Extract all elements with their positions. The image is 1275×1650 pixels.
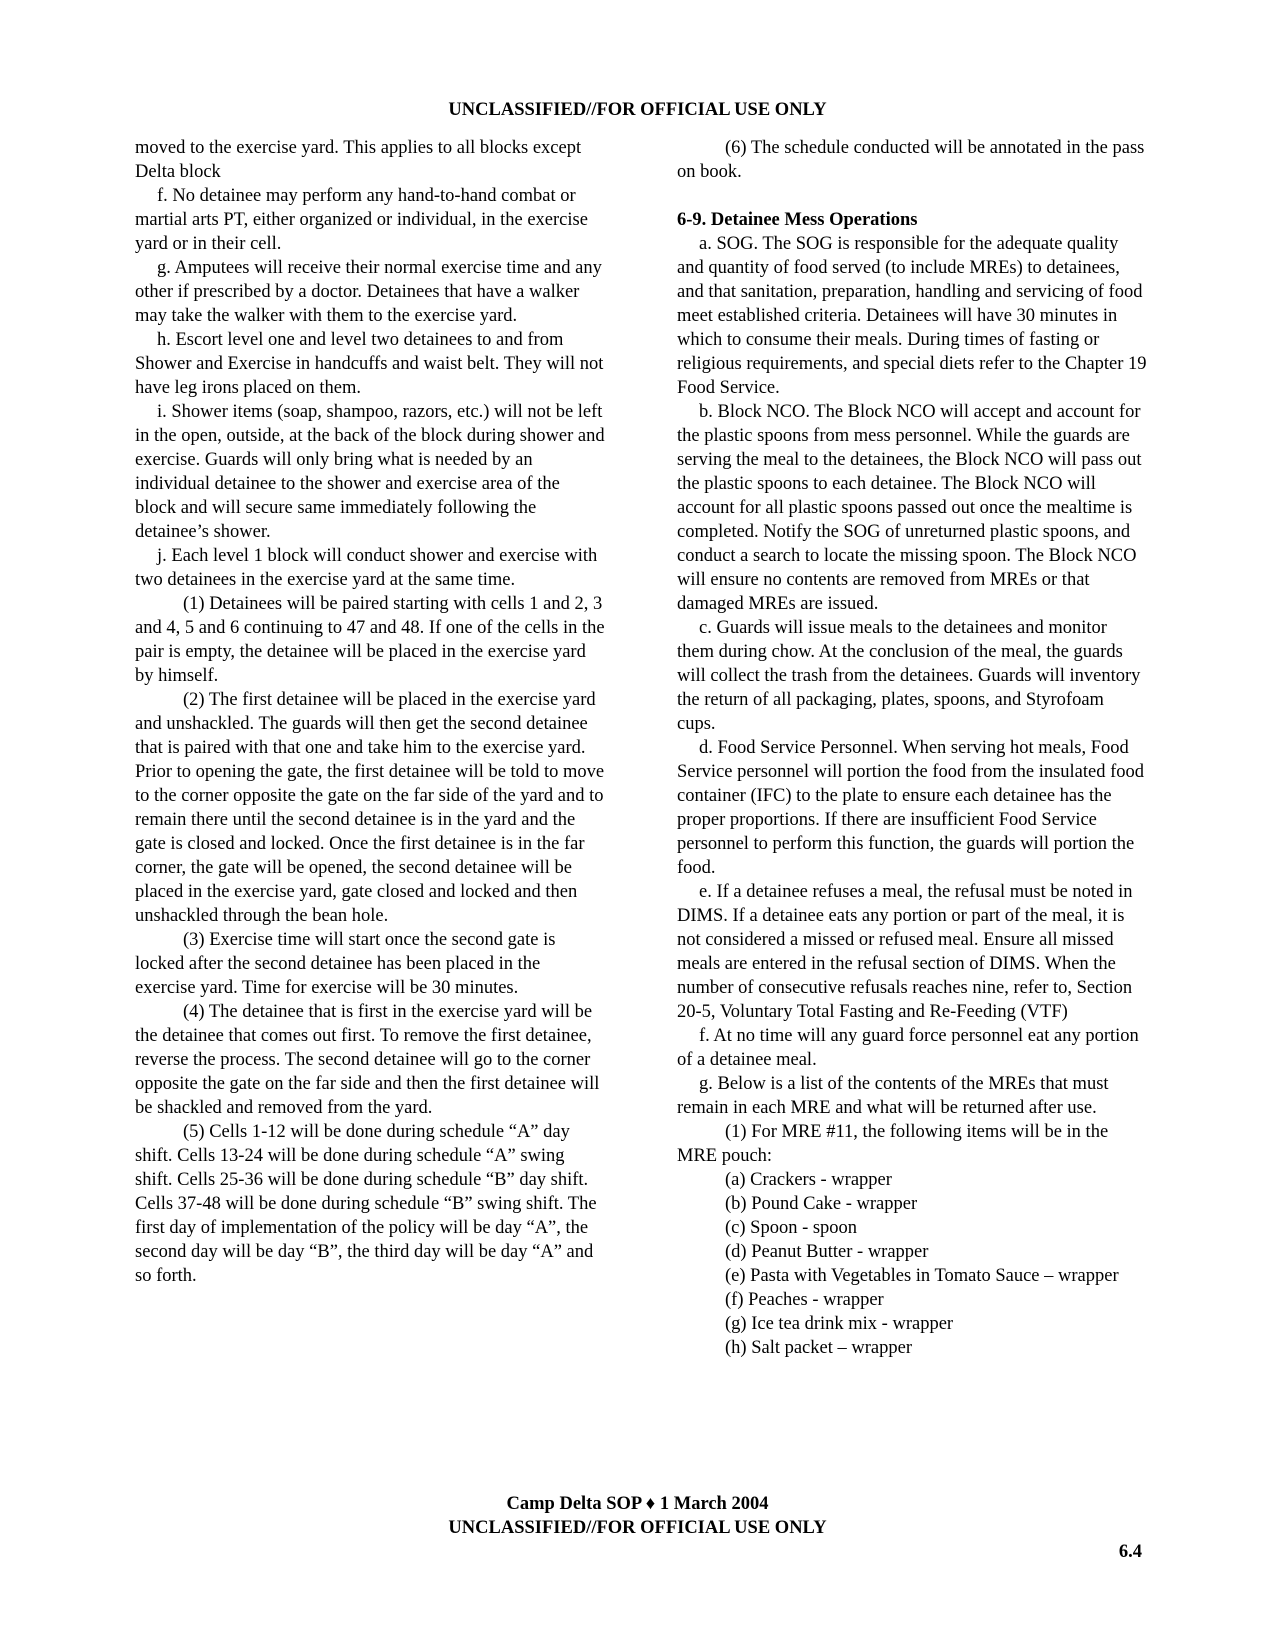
section-heading: 6-9. Detainee Mess Operations (677, 210, 918, 230)
paragraph: j. Each level 1 block will conduct shower and exercise with two detainees in the exercise yard at the same time. (135, 546, 598, 590)
classification-header: UNCLASSIFIED//FOR OFFICIAL USE ONLY (448, 100, 827, 120)
paragraph: (6) The schedule conducted will be annotated in the pass on book. (677, 138, 1145, 182)
paragraph: f. No detainee may perform any hand-to-hand combat or martial arts PT, either organized or individual, in the exercise yard or in their cell. (135, 186, 588, 254)
paragraph: (1) For MRE #11, the following items will be in the MRE pouch: (677, 1122, 1109, 1166)
list-item: (h) Salt packet – wrapper (725, 1338, 912, 1358)
right-column (677, 136, 1147, 1360)
paragraph: i. Shower items (soap, shampoo, razors, etc.) will not be left in the open, outside, at the back of the block during shower and exercise. Guards will only bring what is needed by an individual detainee to the shower and exercise area of the block and will secure same immediately following the detainee’s shower. (135, 402, 605, 542)
paragraph: h. Escort level one and level two detainees to and from Shower and Exercise in handcuffs and waist belt. They will not have leg irons placed on them. (135, 330, 604, 398)
paragraph: d. Food Service Personnel. When serving hot meals, Food Service personnel will portion the food from the insulated food container (IFC) to the plate to ensure each detainee has the proper proportions. If there are insufficient Food Service personnel to perform this function, the guards will portion the food. (677, 738, 1145, 878)
paragraph: (2) The first detainee will be placed in the exercise yard and unshackled. The guards will then get the second detainee that is paired with that one and take him to the exercise yard. Prior to opening the gate, the first detainee will be told to move to the corner opposite the gate on the far side of the yard and to remain there until the second detainee is in the yard and the gate is closed and locked. Once the first detainee is in the far corner, the gate will be opened, the second detainee will be placed in the exercise yard, gate closed and locked and then unshackled through the bean hole. (135, 690, 605, 926)
left-column (135, 136, 605, 1288)
page-footer (0, 1492, 1275, 1540)
page-number: 6.4 (1118, 1542, 1142, 1562)
paragraph-spacer (677, 184, 1147, 208)
list-item: (c) Spoon - spoon (725, 1218, 858, 1238)
list-item: (b) Pound Cake - wrapper (725, 1194, 918, 1214)
paragraph: (3) Exercise time will start once the second gate is locked after the second detainee has been placed in the exercise yard. Time for exercise will be 30 minutes. (135, 930, 556, 998)
paragraph: (4) The detainee that is first in the exercise yard will be the detainee that comes out first. To remove the first detainee, reverse the process. The second detainee will go to the corner opposite the gate on the far side and then the first detainee will be shackled and removed from the yard. (135, 1002, 600, 1118)
list-item: (d) Peanut Butter - wrapper (725, 1242, 929, 1262)
paragraph: (5) Cells 1-12 will be done during schedule “A” day shift. Cells 13-24 will be done during schedule “A” swing shift. Cells 25-36 will be done during schedule “B” day shift. Cells 37-48 will be done during schedule “B” swing shift. The first day of implementation of the policy will be day “A”, the second day will be day “B”, the third day will be day “A” and so forth. (135, 1122, 597, 1286)
paragraph: g. Amputees will receive their normal exercise time and any other if prescribed by a doctor. Detainees that have a walker may take the walker with them to the exercise yard. (135, 258, 602, 326)
paragraph: b. Block NCO. The Block NCO will accept and account for the plastic spoons from mess personnel. While the guards are serving the meal to the detainees, the Block NCO will pass out the plastic spoons to each detainee. The Block NCO will account for all plastic spoons passed out once the mealtime is completed. Notify the SOG of unreturned plastic spoons, and conduct a search to locate the missing spoon. The Block NCO will ensure no contents are removed from MREs or that damaged MREs are issued. (677, 402, 1142, 614)
paragraph: e. If a detainee refuses a meal, the refusal must be noted in DIMS. If a detainee eats any portion or part of the meal, it is not considered a missed or refused meal. Ensure all missed meals are entered in the refusal section of DIMS. When the number of consecutive refusals reaches nine, refer to, Section 20-5, Voluntary Total Fasting and Re-Feeding (VTF) (677, 882, 1133, 1022)
list-item: (f) Peaches - wrapper (725, 1290, 884, 1310)
footer-document-title: Camp Delta SOP ♦ 1 March 2004 (506, 1494, 769, 1514)
list-item: (a) Crackers - wrapper (725, 1170, 892, 1190)
paragraph: (1) Detainees will be paired starting with cells 1 and 2, 3 and 4, 5 and 6 continuing to 47 and 48. If one of the cells in the pair is empty, the detainee will be placed in the exercise yard by himself. (135, 594, 605, 686)
paragraph: (e) Pasta with Vegetables in Tomato Sauce – wrapper (725, 1266, 1119, 1286)
paragraph: f. At no time will any guard force personnel eat any portion of a detainee meal. (677, 1026, 1139, 1070)
list-item: (g) Ice tea drink mix - wrapper (725, 1314, 954, 1334)
paragraph: c. Guards will issue meals to the detainees and monitor them during chow. At the conclusion of the meal, the guards will collect the trash from the detainees. Guards will inventory the return of all packaging, plates, spoons, and Styrofoam cups. (677, 618, 1141, 734)
paragraph: g. Below is a list of the contents of the MREs that must remain in each MRE and what will be returned after use. (677, 1074, 1109, 1118)
footer-classification: UNCLASSIFIED//FOR OFFICIAL USE ONLY (448, 1518, 827, 1538)
paragraph: moved to the exercise yard. This applies to all blocks except Delta block (135, 138, 582, 182)
paragraph: a. SOG. The SOG is responsible for the adequate quality and quantity of food served (to include MREs) to detainees, and that sanitation, preparation, handling and servicing of food meet established criteria. Detainees will have 30 minutes in which to consume their meals. During times of fasting or religious requirements, and special diets refer to the Chapter 19 Food Service. (677, 234, 1147, 398)
